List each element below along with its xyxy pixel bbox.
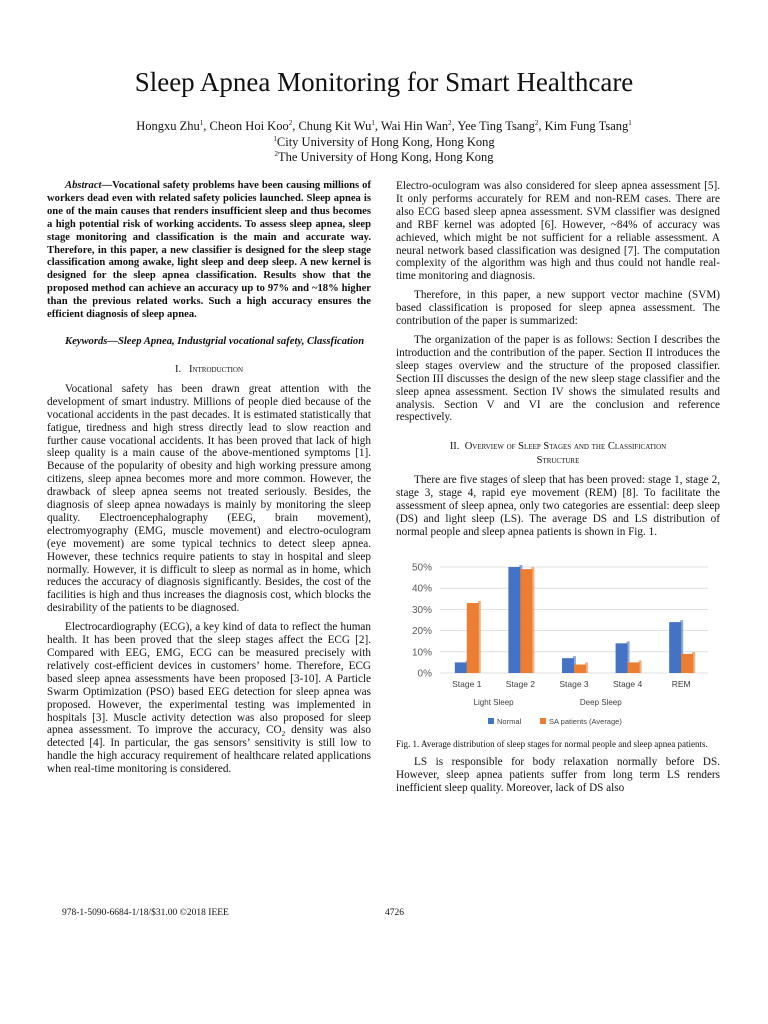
bar: [467, 603, 479, 673]
affiliation: $^1$City University of Hong Kong, Hong Kong: [273, 134, 495, 149]
x-tick-label: Stage 1: [452, 678, 482, 689]
y-tick-label: 50%: [411, 562, 432, 574]
affiliation: $^2$The University of Hong Kong, Hong Kong: [274, 149, 494, 164]
y-tick-label: 0%: [417, 668, 432, 680]
legend-label: Normal: [497, 716, 522, 726]
paragraph: Vocational safety has been drawn great attention with the development of smart industry. Millions of people died because of the vocational accidents in the past decades. It is estimated statistically that fatigue, tiredness and high stress directly lead to slow reaction and further cause vocational accidents. It has been proved that lack of high sleep quality is a main cause of the above-mentioned symptoms [1]. Because of the popularity of obesity and high working pressure among citizens, sleep apnea becomes more and more common. However, the drawback of sleep apnea seems not treated seriously. Besides, the diagnosis of sleep apnea nowadays is mainly by monitoring the sleep quality. Electroencephalography (EEG, brain movement), electromyography (EMG, muscle movement) and electro-oculogram (eye movement) are some typical technics to detect sleep apnea. However, these technics require patients to stay in hospital and sleep normally. However, it is difficult to sleep as normal as in home, which reduces the accuracy of diagnosis significantly. Besides, the cost of the facilities is high and thus increases the diagnosis cost, which blocks the desirability of the patients to be diagnosed.: [47, 382, 371, 615]
paragraph: The organization of the paper is as follows: Section I describes the introduction and the contribution of the paper. Section II introduces the sleep stages overview and the structure of the proposed classifier. Section III discusses the design of the new sleep stage classifier and the sleep apnea assessment. Section IV shows the simulated results and analysis. Section V and VI are the conclusion and reference respectively.: [396, 333, 720, 424]
author: Cheon Hoi Koo$^2$,: [209, 118, 299, 133]
left-column: [47, 180, 371, 776]
bar: [669, 622, 681, 673]
x-tick-label: REM: [671, 678, 691, 689]
bar: [681, 654, 693, 673]
legend-swatch: [488, 718, 494, 724]
y-tick-label: 30%: [411, 604, 432, 616]
bar: [628, 662, 640, 673]
paper-title: Sleep Apnea Monitoring for Smart Healthcare: [134, 67, 634, 97]
author: Chung Kit Wu$^1$,: [298, 118, 381, 133]
paragraph: There are five stages of sleep that has been proved: stage 1, stage 2, stage 3, stage 4, rapid eye movement (REM) [8]. To facilitate the assessment of sleep apnea, only two categories are essential: deep sleep (DS) and light sleep (LS). The average DS and LS distribution of normal people and sleep apnea patients is shown in Fig. 1.: [396, 474, 720, 538]
y-tick-label: 10%: [411, 647, 432, 659]
author-block: [0, 119, 768, 166]
paragraph: LS is responsible for body relaxation normally before DS. However, sleep apnea patients suffer from long term LS renders inefficient sleep quality. Moreover, lack of DS also: [396, 755, 720, 794]
footer-isbn: 978-1-5090-6684-1/18/$31.00 ©2018 IEEE: [62, 908, 229, 918]
paragraph: Electrocardiography (ECG), a key kind of data to reflect the human health. It has been proved that the sleep stages affect the ECG [2]. Compared with EEG, EMG, ECG can be measured precisely with relatively cost-efficient devices in customers’ home. Therefore, ECG based sleep apnea assessments have been proposed [3-10]. A Particle Swarm Optimization (PSO) based EEG detection for sleep apnea was proposed. However, the experimental testing was implemented in hospitals [3]. Muscle activity detection was also proposed for sleep apnea assessment. To improve the accuracy, $CO_2$ density was also detected [4]. In particular, the gas sensors’ sensitivity is still low to handle the high accuracy requirement of healthcare related applications when real-time monitoring is considered.: [47, 621, 371, 776]
author-list: [0, 119, 768, 135]
legend-label: SA patients (Average): [549, 716, 622, 726]
y-tick-label: 20%: [411, 625, 432, 637]
author: Hongxu Zhu$^1$,: [136, 118, 210, 133]
keywords: Keywords—Sleep Apnea, Industgrial vocational safety, Classfication: [65, 335, 365, 347]
figure-caption: Fig. 1. Average distribution of sleep stages for normal people and sleep apnea patients.: [396, 738, 708, 749]
section-heading-introduction: I. Introduction: [174, 363, 244, 375]
author: Yee Ting Tsang$^2$,: [457, 118, 545, 133]
author: Kim Fung Tsang$^1$: [544, 118, 632, 133]
figure-1-chart: [396, 553, 720, 733]
bar: [616, 643, 628, 673]
abstract: Abstract—Vocational safety problems have been causing millions of workers dead even with related safety policies launched. Sleep apnea is one of the main causes that renders insufficient sleep and thus becomes a high potential risk of working accidents. To assess sleep apnea, sleep stage monitoring and classification is the main and accurate way. Therefore, in this paper, a new classifier is designed for the sleep stage classification among awake, light sleep and deep sleep. A new kernel is designed for the sleep apnea classification. Results show that the proposed method can achieve an accuracy up to 97% and ~18% higher than the previous related works. Such a high accuracy ensures the efficient diagnosis of sleep apnea.: [47, 180, 371, 321]
group-label: Deep Sleep: [579, 697, 622, 707]
x-tick-label: Stage 3: [559, 678, 589, 689]
page-number: 4726: [385, 908, 404, 918]
section-heading-overview: II. Overview of Sleep Stages and the Classification Structure: [449, 441, 667, 467]
paragraph: Electro-oculogram was also considered for sleep apnea assessment [5]. It only performs accurately for REM and non-REM cases. There are also ECG based sleep apnea assessment. SVM classifier was designed and RBF kernel was adopted [6]. However, ~84% of accuracy was achieved, which might be not sufficient for a reliable assessment. A neural network based classification was designed [7]. The computation complexity of the algorithm was high and thus could not handle real-time monitoring and diagnosis.: [396, 180, 720, 283]
group-label: Light Sleep: [473, 697, 514, 707]
y-tick-label: 40%: [411, 583, 432, 595]
bar: [455, 662, 467, 673]
right-column: [396, 180, 720, 795]
bar: [508, 567, 520, 673]
abstract-label: Abstract: [65, 180, 102, 191]
legend-swatch: [540, 718, 546, 724]
bar: [562, 658, 574, 673]
bar: [574, 664, 586, 672]
bar: [520, 569, 532, 673]
x-tick-label: Stage 4: [612, 678, 643, 689]
x-tick-label: Stage 2: [505, 678, 536, 689]
paragraph: Therefore, in this paper, a new support vector machine (SVM) based classification is proposed for sleep apnea assessment. The contribution of the paper is summarized:: [396, 289, 720, 328]
author: Wai Hin Wan$^2$,: [380, 118, 458, 133]
bar-chart: [396, 553, 720, 733]
